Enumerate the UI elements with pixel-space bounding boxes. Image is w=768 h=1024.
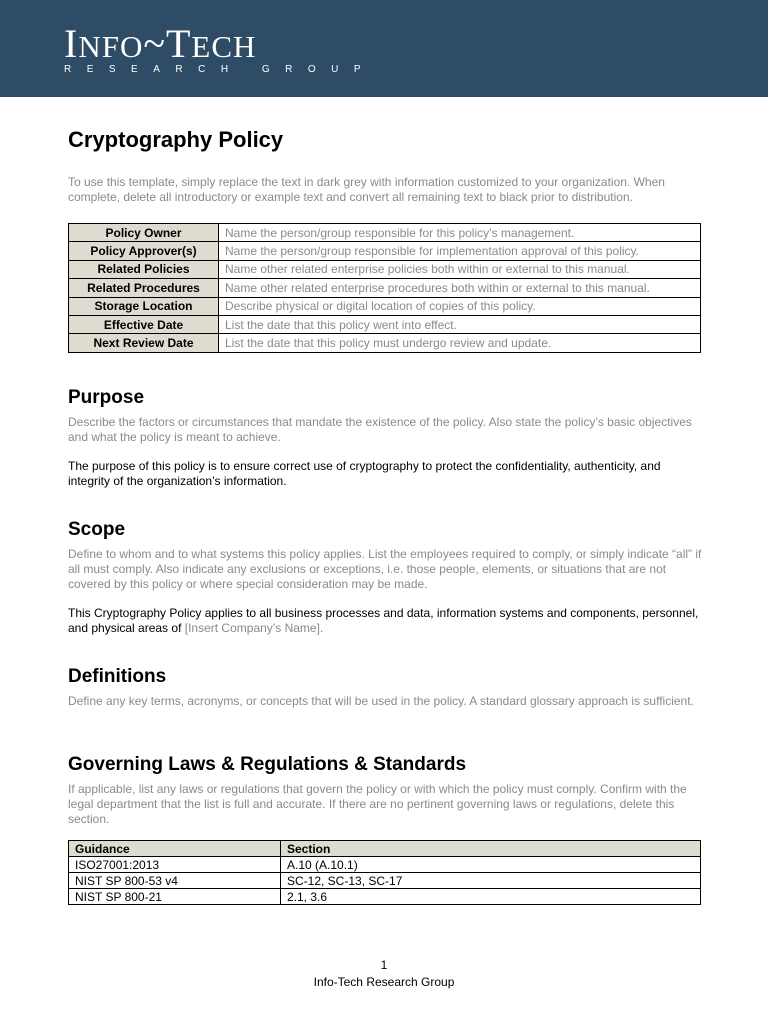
table-header-row [69,841,701,857]
table-row [69,242,701,260]
row-value: List the date that this policy went into effect. [219,315,701,333]
row-value: Describe physical or digital location of copies of this policy. [219,297,701,315]
guidance-cell: ISO27001:2013 [69,857,281,873]
logo-subtitle: RESEARCH GROUP [64,64,377,75]
definitions-heading: Definitions [68,666,167,687]
table-row [69,224,701,242]
scope-heading: Scope [68,519,126,540]
guidance-cell: NIST SP 800-21 [69,889,281,905]
section-cell: 2.1, 3.6 [281,889,701,905]
definitions-guide: Define any key terms, acronyms, or concepts that will be used in the policy. A standard glossary approach is sufficient. [68,694,694,708]
table-row [69,315,701,333]
row-label: Policy Owner [69,224,219,242]
table-row [69,279,701,297]
intro-instructions: To use this template, simply replace the text in dark grey with information customized to your organization. When complete, delete all introductory or example text and convert all remaining text to black prior to distribution. [68,175,665,204]
column-header-guidance: Guidance [69,841,281,857]
table-row [69,873,701,889]
header-band [0,0,768,97]
row-label: Effective Date [69,315,219,333]
row-label: Next Review Date [69,334,219,352]
row-value: Name other related enterprise policies both within or external to this manual. [219,260,701,278]
row-value: Name the person/group responsible for implementation approval of this policy. [219,242,701,260]
table-row [69,857,701,873]
table-row [69,334,701,352]
row-label: Related Policies [69,260,219,278]
table-row [69,260,701,278]
laws-heading: Governing Laws & Regulations & Standards [68,754,467,775]
row-label: Policy Approver(s) [69,242,219,260]
section-cell: A.10 (A.10.1) [281,857,701,873]
footer-organization: Info-Tech Research Group [313,975,455,989]
scope-body-text: This Cryptography Policy applies to all business processes and data, information systems and components, personnel, and physical areas of [68,606,699,635]
laws-table [68,840,701,905]
scope-body [68,606,704,636]
logo-wordmark: INFO~TECH [64,21,257,66]
policy-info-table [68,223,701,353]
page-title: Cryptography Policy [68,127,284,152]
column-header-section: Section [281,841,701,857]
table-row [69,889,701,905]
row-label: Storage Location [69,297,219,315]
purpose-heading: Purpose [68,387,145,408]
row-value: Name other related enterprise procedures both within or external to this manual. [219,279,701,297]
row-value: List the date that this policy must undergo review and update. [219,334,701,352]
row-label: Related Procedures [69,279,219,297]
scope-guide: Define to whom and to what systems this policy applies. List the employees required to comply, or simply indicate “all” if all must comply. Also indicate any exclusions or exceptions, i.e. those people, elements, or situations that are not covered by this policy or where special consideration may be made. [68,547,702,591]
table-row [69,297,701,315]
purpose-body: The purpose of this policy is to ensure correct use of cryptography to protect the confidentiality, authenticity, and integrity of the organization’s information. [68,459,661,488]
guidance-cell: NIST SP 800-53 v4 [69,873,281,889]
row-value: Name the person/group responsible for this policy’s management. [219,224,701,242]
laws-guide: If applicable, list any laws or regulations that govern the policy or with which the policy must comply. Confirm with the legal department that the list is full and accurate. If there are no pertinent governing laws or regulations, delete this section. [68,782,687,826]
section-cell: SC-12, SC-13, SC-17 [281,873,701,889]
page-number: 1 [380,958,388,972]
company-name-placeholder: [Insert Company’s Name]. [184,621,324,635]
purpose-guide: Describe the factors or circumstances that mandate the existence of the policy. Also state the policy’s basic objectives and what the policy is meant to achieve. [68,415,692,444]
